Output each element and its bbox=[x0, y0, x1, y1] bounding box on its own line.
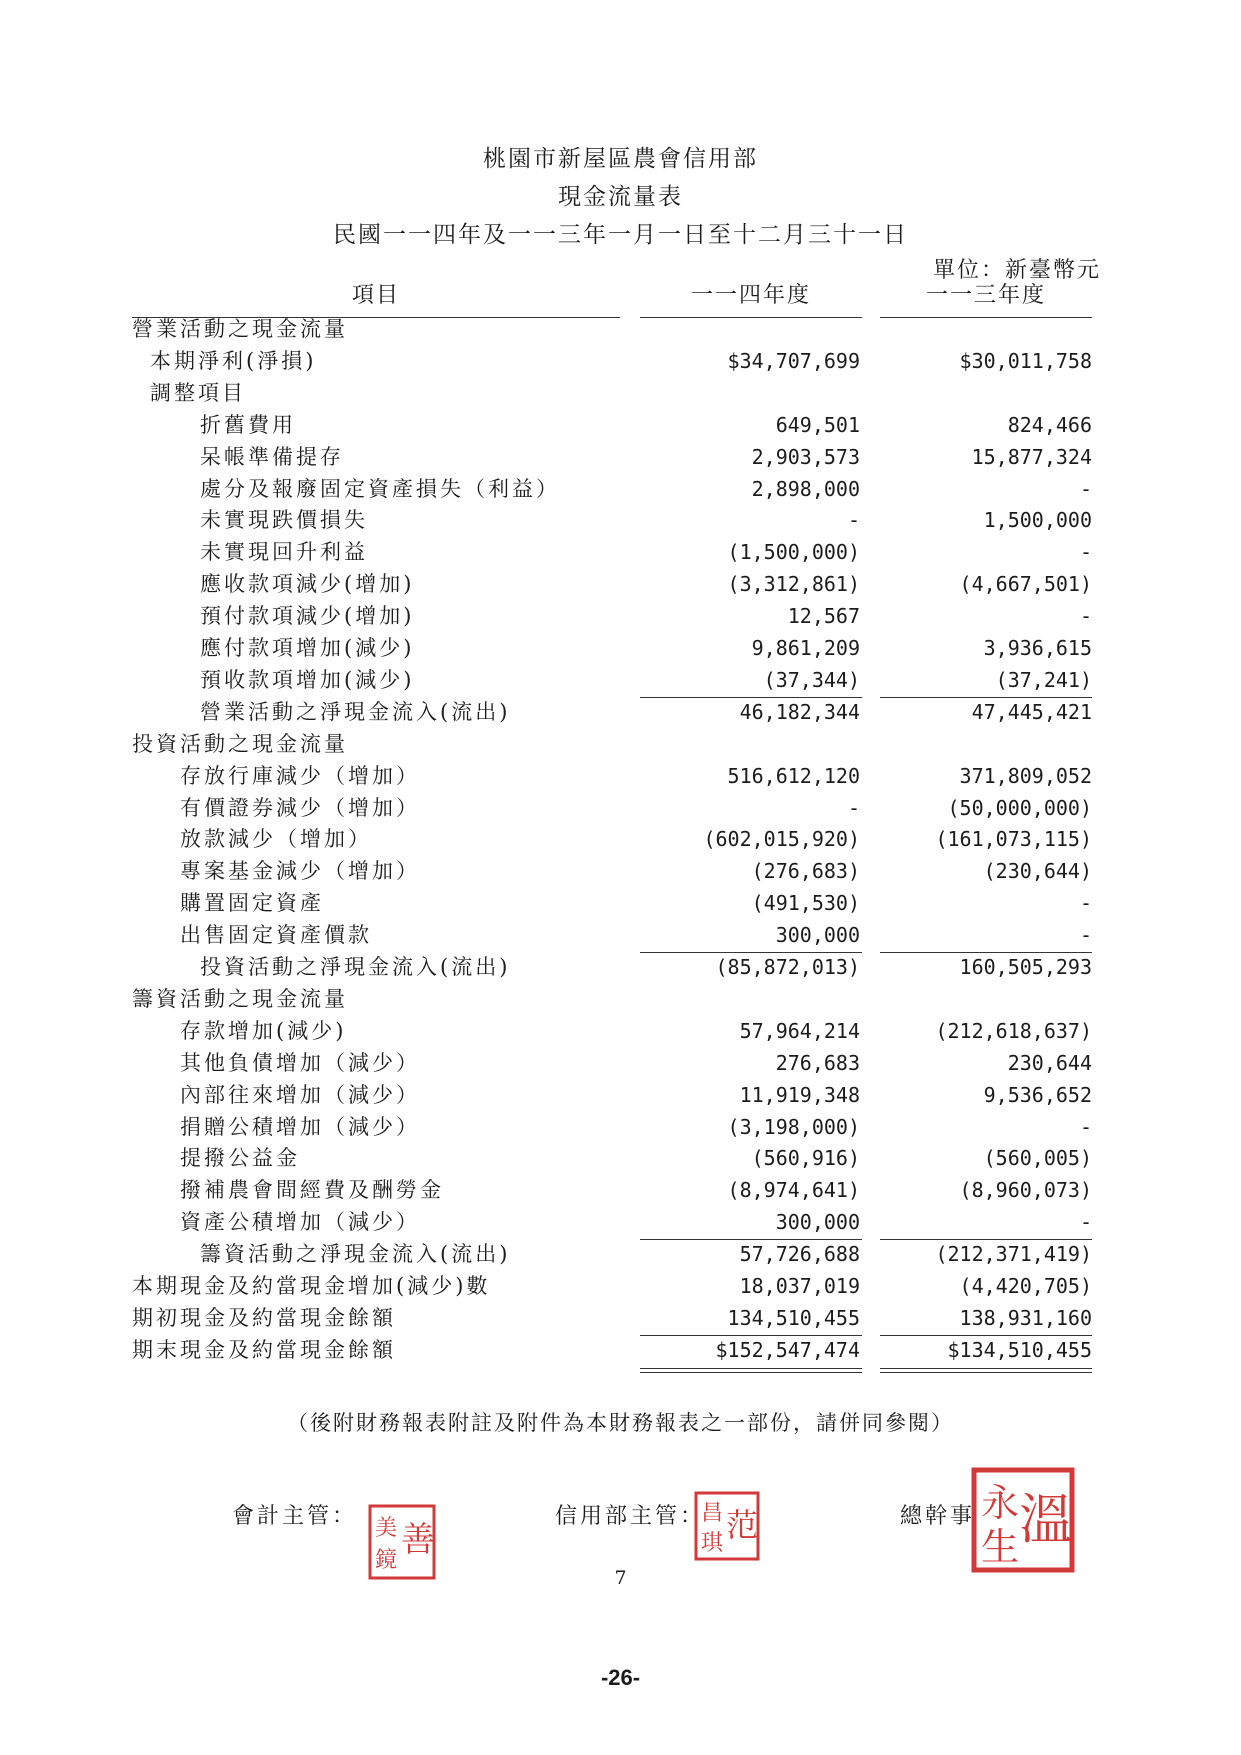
value-114: 57,726,688 bbox=[739, 1242, 860, 1266]
seal1-char-3: 善 bbox=[401, 1520, 435, 1560]
value-114: $34,707,699 bbox=[727, 349, 860, 373]
seal2-char-2: 琪 bbox=[700, 1531, 724, 1556]
row-label: 專案基金減少（增加） bbox=[180, 859, 420, 883]
row-label: 撥補農會間經費及酬勞金 bbox=[180, 1178, 444, 1202]
value-113: 3,936,615 bbox=[983, 636, 1092, 660]
general-manager-seal-icon bbox=[970, 1466, 1078, 1576]
value-114: 46,182,344 bbox=[739, 700, 860, 724]
double-underline bbox=[640, 1368, 862, 1373]
value-114: 9,861,209 bbox=[751, 636, 860, 660]
table-row bbox=[0, 951, 1241, 983]
row-label: 本期淨利(淨損) bbox=[150, 349, 317, 373]
value-113: (4,420,705) bbox=[959, 1274, 1092, 1298]
row-label: 內部往來增加（減少） bbox=[180, 1083, 420, 1107]
value-113: 230,644 bbox=[1007, 1051, 1092, 1075]
value-114: (37,344) bbox=[763, 668, 860, 692]
value-114: 516,612,120 bbox=[727, 764, 860, 788]
value-114 bbox=[630, 313, 860, 341]
row-label: 營業活動之現金流量 bbox=[132, 317, 348, 341]
value-113 bbox=[862, 377, 1092, 405]
value-114: (85,872,013) bbox=[715, 955, 860, 979]
value-113: (37,241) bbox=[995, 668, 1092, 692]
currency-unit: 單位：新臺幣元 bbox=[932, 258, 1101, 283]
row-label: 折舊費用 bbox=[200, 413, 296, 437]
statement-page-number: 7 bbox=[614, 1567, 627, 1589]
value-113: 160,505,293 bbox=[959, 955, 1092, 979]
row-label: 出售固定資產價款 bbox=[180, 923, 372, 947]
seal1-char-1: 美 bbox=[374, 1516, 398, 1541]
table-row bbox=[0, 855, 1241, 887]
row-label: 資產公積增加（減少） bbox=[180, 1210, 420, 1234]
table-row bbox=[0, 345, 1241, 377]
subtotal-underline bbox=[640, 1239, 862, 1240]
value-113 bbox=[862, 313, 1092, 341]
value-113: - bbox=[1079, 477, 1092, 501]
value-114: 18,037,019 bbox=[739, 1274, 860, 1298]
value-114: 11,919,348 bbox=[739, 1083, 860, 1107]
value-113: (212,371,419) bbox=[935, 1242, 1092, 1266]
table-row bbox=[0, 1015, 1241, 1047]
credit-supervisor-label: 信用部主管： bbox=[555, 1504, 706, 1529]
row-label: 處分及報廢固定資產損失（利益） bbox=[200, 477, 560, 501]
row-label: 捐贈公積增加（減少） bbox=[180, 1115, 420, 1139]
value-113: - bbox=[1079, 923, 1092, 947]
row-label: 預付款項減少(增加) bbox=[200, 604, 415, 628]
seal2-char-1: 昌 bbox=[700, 1501, 724, 1526]
row-label: 本期現金及約當現金增加(減少)數 bbox=[132, 1274, 491, 1298]
column-header-item: 項目 bbox=[132, 283, 620, 318]
row-label: 應收款項減少(增加) bbox=[200, 572, 415, 596]
row-label: 呆帳準備提存 bbox=[200, 445, 344, 469]
seal3-char-2: 生 bbox=[980, 1525, 1020, 1569]
value-113: 371,809,052 bbox=[959, 764, 1092, 788]
table-row bbox=[0, 728, 1241, 760]
value-113: 1,500,000 bbox=[983, 508, 1092, 532]
footnote: （後附財務報表附註及附件為本財務報表之一部份，請併同參閱） bbox=[287, 1411, 954, 1435]
table-row bbox=[0, 1079, 1241, 1111]
value-114: 2,903,573 bbox=[751, 445, 860, 469]
row-label: 未實現回升利益 bbox=[200, 540, 368, 564]
table-row bbox=[0, 568, 1241, 600]
value-113: (560,005) bbox=[983, 1146, 1092, 1170]
table-row bbox=[0, 441, 1241, 473]
value-113: - bbox=[1079, 1210, 1092, 1234]
table-row bbox=[0, 504, 1241, 536]
value-114: - bbox=[847, 508, 860, 532]
table-row bbox=[0, 792, 1241, 824]
value-113: (161,073,115) bbox=[935, 827, 1092, 851]
row-label: 其他負債增加（減少） bbox=[180, 1051, 420, 1075]
value-114: 134,510,455 bbox=[727, 1306, 860, 1330]
value-113: 9,536,652 bbox=[983, 1083, 1092, 1107]
value-114: (491,530) bbox=[751, 891, 860, 915]
value-114: (3,312,861) bbox=[727, 572, 860, 596]
value-113: 15,877,324 bbox=[971, 445, 1092, 469]
value-113: $134,510,455 bbox=[947, 1338, 1092, 1362]
table-row bbox=[0, 409, 1241, 441]
row-label: 應付款項增加(減少) bbox=[200, 636, 415, 660]
value-113: (230,644) bbox=[983, 859, 1092, 883]
value-113: 824,466 bbox=[1007, 413, 1092, 437]
table-row bbox=[0, 1206, 1241, 1238]
value-113: $30,011,758 bbox=[959, 349, 1092, 373]
table-row bbox=[0, 823, 1241, 855]
value-114: (276,683) bbox=[751, 859, 860, 883]
row-label: 籌資活動之淨現金流入(流出) bbox=[200, 1242, 511, 1266]
value-113: (8,960,073) bbox=[959, 1178, 1092, 1202]
value-113: - bbox=[1079, 604, 1092, 628]
table-row bbox=[0, 1174, 1241, 1206]
row-label: 購置固定資產 bbox=[180, 891, 324, 915]
value-114: (602,015,920) bbox=[703, 827, 860, 851]
table-row bbox=[0, 919, 1241, 951]
row-label: 提撥公益金 bbox=[180, 1146, 300, 1170]
row-label: 投資活動之現金流量 bbox=[132, 732, 348, 756]
table-row bbox=[0, 1270, 1241, 1302]
table-row bbox=[0, 473, 1241, 505]
value-114: 300,000 bbox=[775, 1210, 860, 1234]
seal2-char-3: 范 bbox=[725, 1506, 759, 1544]
value-114 bbox=[630, 728, 860, 756]
value-113: - bbox=[1079, 540, 1092, 564]
row-label: 營業活動之淨現金流入(流出) bbox=[200, 700, 511, 724]
table-row bbox=[0, 313, 1241, 345]
value-113: - bbox=[1079, 891, 1092, 915]
table-row bbox=[0, 1142, 1241, 1174]
row-label: 調整項目 bbox=[150, 381, 246, 405]
row-label: 有價證券減少（增加） bbox=[180, 796, 420, 820]
value-113: - bbox=[1079, 1115, 1092, 1139]
general-manager-label: 總幹事 bbox=[900, 1504, 976, 1529]
table-row bbox=[0, 983, 1241, 1015]
value-113: (4,667,501) bbox=[959, 572, 1092, 596]
row-label: 存放行庫減少（增加） bbox=[180, 764, 420, 788]
table-row bbox=[0, 1302, 1241, 1334]
subtotal-underline bbox=[640, 1335, 862, 1336]
double-underline bbox=[880, 1368, 1092, 1373]
accounting-supervisor-label: 會計主管： bbox=[232, 1504, 358, 1529]
subtotal-underline bbox=[880, 1335, 1092, 1336]
value-114: 276,683 bbox=[775, 1051, 860, 1075]
seal3-char-3: 溫 bbox=[1019, 1488, 1073, 1551]
row-label: 未實現跌價損失 bbox=[200, 508, 368, 532]
row-label: 投資活動之淨現金流入(流出) bbox=[200, 955, 511, 979]
row-label: 預收款項增加(減少) bbox=[200, 668, 415, 692]
value-113 bbox=[862, 728, 1092, 756]
column-header-114: 一一四年度 bbox=[640, 283, 862, 318]
value-114 bbox=[630, 983, 860, 1011]
row-label: 期末現金及約當現金餘額 bbox=[132, 1338, 396, 1362]
table-row bbox=[0, 536, 1241, 568]
value-113: (50,000,000) bbox=[947, 796, 1092, 820]
seal1-char-2: 鏡 bbox=[374, 1548, 398, 1573]
value-113: (212,618,637) bbox=[935, 1019, 1092, 1043]
table-row bbox=[0, 377, 1241, 409]
value-114: 57,964,214 bbox=[739, 1019, 860, 1043]
row-label: 籌資活動之現金流量 bbox=[132, 987, 348, 1011]
row-label: 放款減少（增加） bbox=[180, 827, 372, 851]
subtotal-underline bbox=[880, 1239, 1092, 1240]
document-page-number: -26- bbox=[600, 1665, 641, 1690]
value-114: (1,500,000) bbox=[727, 540, 860, 564]
subtotal-underline bbox=[640, 952, 862, 953]
value-114 bbox=[630, 377, 860, 405]
table-row bbox=[0, 1238, 1241, 1270]
value-114: 649,501 bbox=[775, 413, 860, 437]
value-114: (3,198,000) bbox=[727, 1115, 860, 1139]
value-114: - bbox=[847, 796, 860, 820]
subtotal-underline bbox=[640, 697, 862, 698]
table-row bbox=[0, 760, 1241, 792]
table-row bbox=[0, 1047, 1241, 1079]
value-114: 2,898,000 bbox=[751, 477, 860, 501]
subtotal-underline bbox=[880, 952, 1092, 953]
row-label: 期初現金及約當現金餘額 bbox=[132, 1306, 396, 1330]
value-113: 47,445,421 bbox=[971, 700, 1092, 724]
statement-period: 民國一一四年及一一三年一月一日至十二月三十一日 bbox=[333, 222, 908, 248]
table-row bbox=[0, 632, 1241, 664]
row-label: 存款增加(減少) bbox=[180, 1019, 347, 1043]
table-row bbox=[0, 887, 1241, 919]
value-114: (8,974,641) bbox=[727, 1178, 860, 1202]
value-113: 138,931,160 bbox=[959, 1306, 1092, 1330]
table-row bbox=[0, 600, 1241, 632]
value-114: 300,000 bbox=[775, 923, 860, 947]
seal3-char-1: 永 bbox=[980, 1481, 1020, 1525]
column-header-113: 一一三年度 bbox=[880, 283, 1092, 318]
statement-title: 現金流量表 bbox=[558, 184, 683, 210]
table-row bbox=[0, 696, 1241, 728]
value-114: $152,547,474 bbox=[715, 1338, 860, 1362]
organization-name: 桃園市新屋區農會信用部 bbox=[483, 146, 758, 172]
value-114: (560,916) bbox=[751, 1146, 860, 1170]
value-114: 12,567 bbox=[787, 604, 860, 628]
subtotal-underline bbox=[880, 697, 1092, 698]
table-row bbox=[0, 1111, 1241, 1143]
credit-seal-icon bbox=[693, 1490, 763, 1564]
value-113 bbox=[862, 983, 1092, 1011]
table-row bbox=[0, 1334, 1241, 1366]
table-row bbox=[0, 664, 1241, 696]
